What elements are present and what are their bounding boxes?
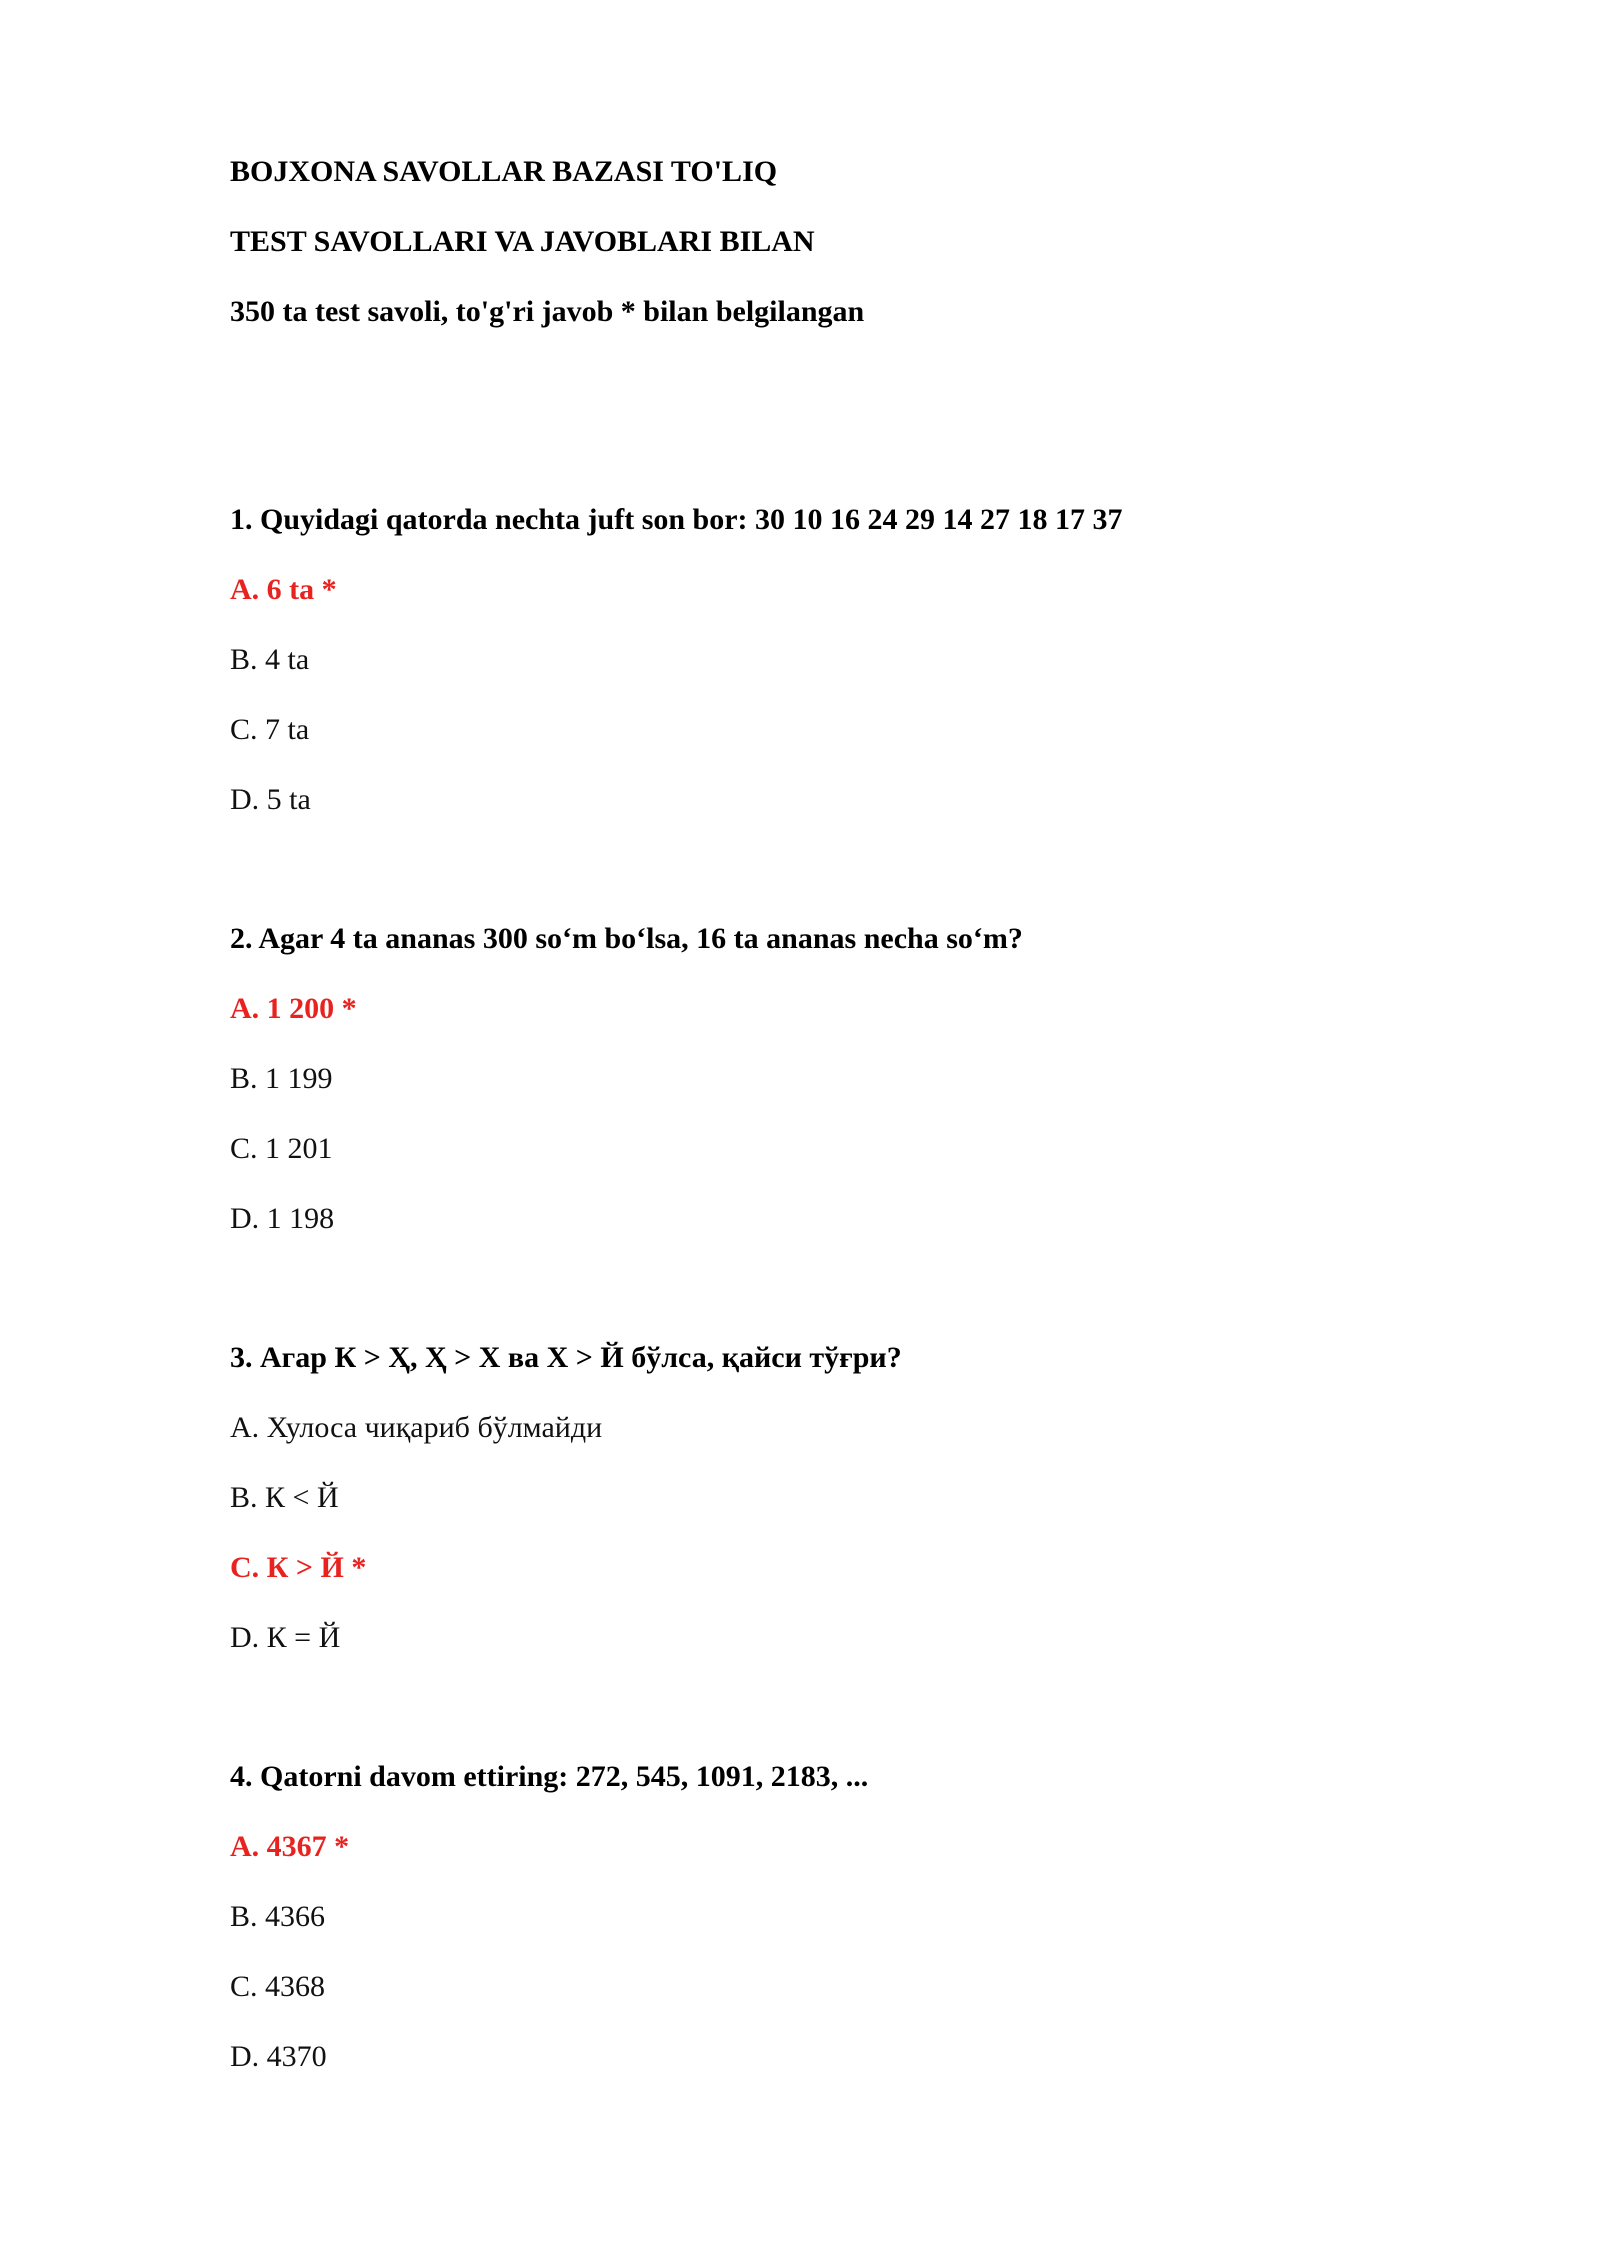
q2-option-b: B. 1 199 (230, 1062, 333, 1095)
q1-option-c: C. 7 ta (230, 713, 310, 746)
q3-option-c: C. К > Й * (230, 1551, 367, 1584)
q4-option-c: C. 4368 (230, 1970, 326, 2003)
q4-option-d: D. 4370 (230, 2040, 327, 2073)
question-4: 4. Qatorni davom ettiring: 272, 545, 1091, 2183, ... (230, 1760, 869, 1793)
document-subtitle: 350 ta test savoli, to'g'ri javob * bilan belgilangan (230, 295, 865, 328)
q1-option-a: A. 6 ta * (230, 573, 337, 606)
q4-option-b: B. 4366 (230, 1900, 326, 1933)
q3-option-a: A. Хулоса чиқариб бўлмайди (230, 1411, 603, 1444)
q1-option-d: D. 5 ta (230, 783, 311, 816)
q3-option-d: D. К = Й (230, 1621, 341, 1654)
document-title-line2: TEST SAVOLLARI VA JAVOBLARI BILAN (230, 225, 815, 258)
q2-option-d: D. 1 198 (230, 1202, 335, 1235)
q1-option-b: B. 4 ta (230, 643, 310, 676)
q2-option-a: A. 1 200 * (230, 992, 357, 1025)
question-2: 2. Agar 4 ta ananas 300 so‘m bo‘lsa, 16 ta ananas necha so‘m? (230, 922, 1023, 955)
question-3: 3. Агар К > Ҳ, Ҳ > Х ва Х > Й бўлса, қайси тўғри? (230, 1341, 902, 1374)
q3-option-b: B. К < Й (230, 1481, 339, 1514)
question-1: 1. Quyidagi qatorda nechta juft son bor: 30 10 16 24 29 14 27 18 17 37 (230, 503, 1123, 536)
q2-option-c: C. 1 201 (230, 1132, 333, 1165)
q4-option-a: A. 4367 * (230, 1830, 350, 1863)
document-title: BOJXONA SAVOLLAR BAZASI TO'LIQ (230, 155, 778, 188)
